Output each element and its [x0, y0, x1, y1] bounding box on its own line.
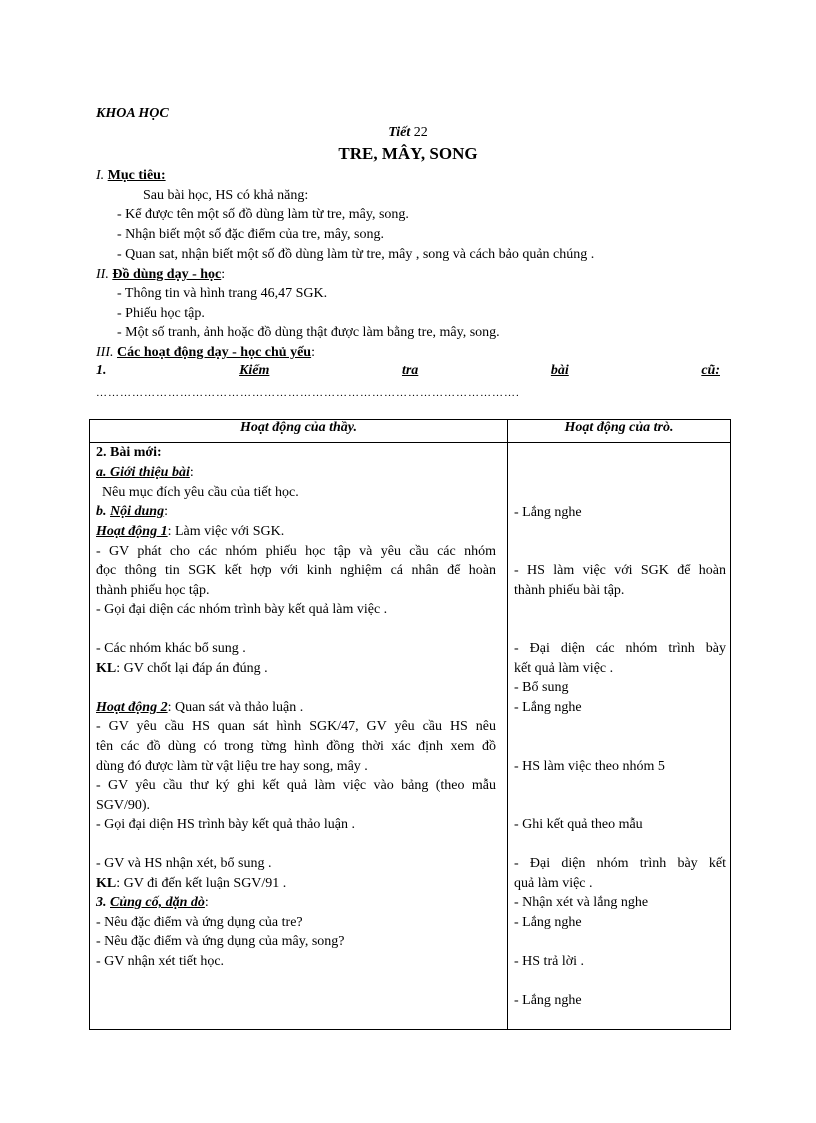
student-line: kết quả làm việc . — [514, 661, 614, 676]
teacher-line: - Nêu đặc điểm và ứng dụng của tre? — [96, 915, 303, 930]
teacher-line: - GV yêu cầu thư ký ghi kết quả làm việc vào bảng (theo mẫu — [96, 778, 496, 793]
student-column-header: Hoạt động của trò. — [508, 420, 731, 443]
do-dung-item: - Thông tin và hình trang 46,47 SGK. — [117, 286, 328, 301]
teacher-column-header: Hoạt động của thầy. — [90, 420, 508, 443]
muc-tieu-intro: Sau bài học, HS có khả năng: — [143, 188, 309, 203]
teacher-activities — [90, 443, 508, 1030]
student-line: thành phiếu bài tập. — [514, 583, 625, 598]
lesson-number — [0, 123, 816, 142]
student-line: - Lắng nghe — [514, 915, 582, 930]
teacher-line: - Nêu đặc điểm và ứng dụng của mây, song? — [96, 934, 345, 949]
muc-tieu-item: - Kể được tên một số đồ dùng làm từ tre, mây, song. — [117, 207, 409, 222]
ket-luan-2: KL: GV đi đến kết luận SGV/91 . — [96, 876, 287, 891]
section-muc-tieu-heading: I. Mục tiêu: — [96, 168, 166, 183]
dotted-fill-line: ……………………………………………………………………………………………. — [96, 387, 520, 399]
student-line: - HS trả lời . — [514, 954, 585, 969]
student-line: - HS làm việc theo nhóm 5 — [514, 759, 665, 774]
teacher-line: - Các nhóm khác bổ sung . — [96, 641, 246, 656]
muc-tieu-item: - Quan sat, nhận biết một số đồ dùng làm từ tre, mây , song và cách bảo quản chúng . — [117, 247, 595, 262]
teacher-line: - Gọi đại diện các nhóm trình bày kết quả làm việc . — [96, 602, 388, 617]
student-line: quả làm việc . — [514, 876, 593, 891]
student-line: - HS làm việc với SGK để hoàn — [514, 563, 726, 578]
teacher-line: đọc thông tin SGK kết hợp với kinh nghiệm cá nhân để hoàn — [96, 563, 496, 578]
tiet-number: 22 — [413, 125, 428, 140]
teacher-line: - GV và HS nhận xét, bổ sung . — [96, 856, 272, 871]
teacher-line: thành phiếu học tập. — [96, 583, 210, 598]
student-line: - Lắng nghe — [514, 700, 582, 715]
student-line: - Ghi kết quả theo mẫu — [514, 817, 643, 832]
section-hoat-dong-heading: III. Các hoạt động dạy - học chủ yếu: — [96, 345, 315, 360]
teacher-line: - GV yêu cầu HS quan sát hình SGK/47, GV yêu cầu HS nêu — [96, 719, 496, 734]
table-row — [90, 443, 731, 1030]
teacher-line: dùng đó được làm từ vật liệu tre hay song, mây . — [96, 759, 368, 774]
student-line: - Nhận xét và lắng nghe — [514, 895, 649, 910]
teacher-line: SGV/90). — [96, 798, 151, 813]
student-line: - Đại diện nhóm trình bày kết — [514, 856, 726, 871]
do-dung-item: - Một số tranh, ảnh hoặc đồ dùng thật được làm bằng tre, mây, song. — [117, 325, 500, 340]
teacher-line: - GV nhận xét tiết học. — [96, 954, 225, 969]
table-header-row — [90, 420, 731, 443]
hoat-dong-2-heading: Hoạt động 2: Quan sát và thảo luận . — [96, 700, 304, 715]
student-line: - Lắng nghe — [514, 505, 582, 520]
noi-dung-heading: b. Nội dung: — [96, 504, 168, 519]
page-title: TRE, MÂY, SONG — [338, 144, 478, 163]
muc-tieu-item: - Nhận biết một số đặc điểm của tre, mây, song. — [117, 227, 384, 242]
subject-label: KHOA HỌC — [96, 106, 169, 121]
bai-moi-label: 2. Bài mới: — [96, 445, 162, 460]
do-dung-item: - Phiếu học tập. — [117, 306, 205, 321]
cung-co-heading: 3. Củng cố, dặn dò: — [96, 895, 209, 910]
hoat-dong-1-heading: Hoạt động 1: Làm việc với SGK. — [96, 524, 285, 539]
student-line: - Lắng nghe — [514, 993, 582, 1008]
gioi-thieu-text: Nêu mục đích yêu cầu của tiết học. — [102, 485, 299, 500]
student-line: - Bổ sung — [514, 680, 569, 695]
activities-table — [89, 419, 731, 1030]
teacher-line: - Gọi đại diện HS trình bày kết quả thảo luận . — [96, 817, 355, 832]
student-activities — [508, 443, 731, 1030]
gioi-thieu-heading: a. Giới thiệu bài: — [96, 465, 194, 480]
student-line: - Đại diện các nhóm trình bày — [514, 641, 726, 656]
tiet-label: Tiết — [388, 125, 411, 140]
teacher-line: - GV phát cho các nhóm phiếu học tập và yêu cầu các nhóm — [96, 544, 496, 559]
section-do-dung-heading: II. Đồ dùng dạy - học: — [96, 267, 226, 282]
teacher-line: tên các đồ dùng có trong từng hình đồng thời xác định xem đồ — [96, 739, 496, 754]
kiem-tra-bai-cu-heading: 1. Kiểm tra bài cũ: — [96, 363, 720, 378]
ket-luan-1: KL: GV chốt lại đáp án đúng . — [96, 661, 268, 676]
